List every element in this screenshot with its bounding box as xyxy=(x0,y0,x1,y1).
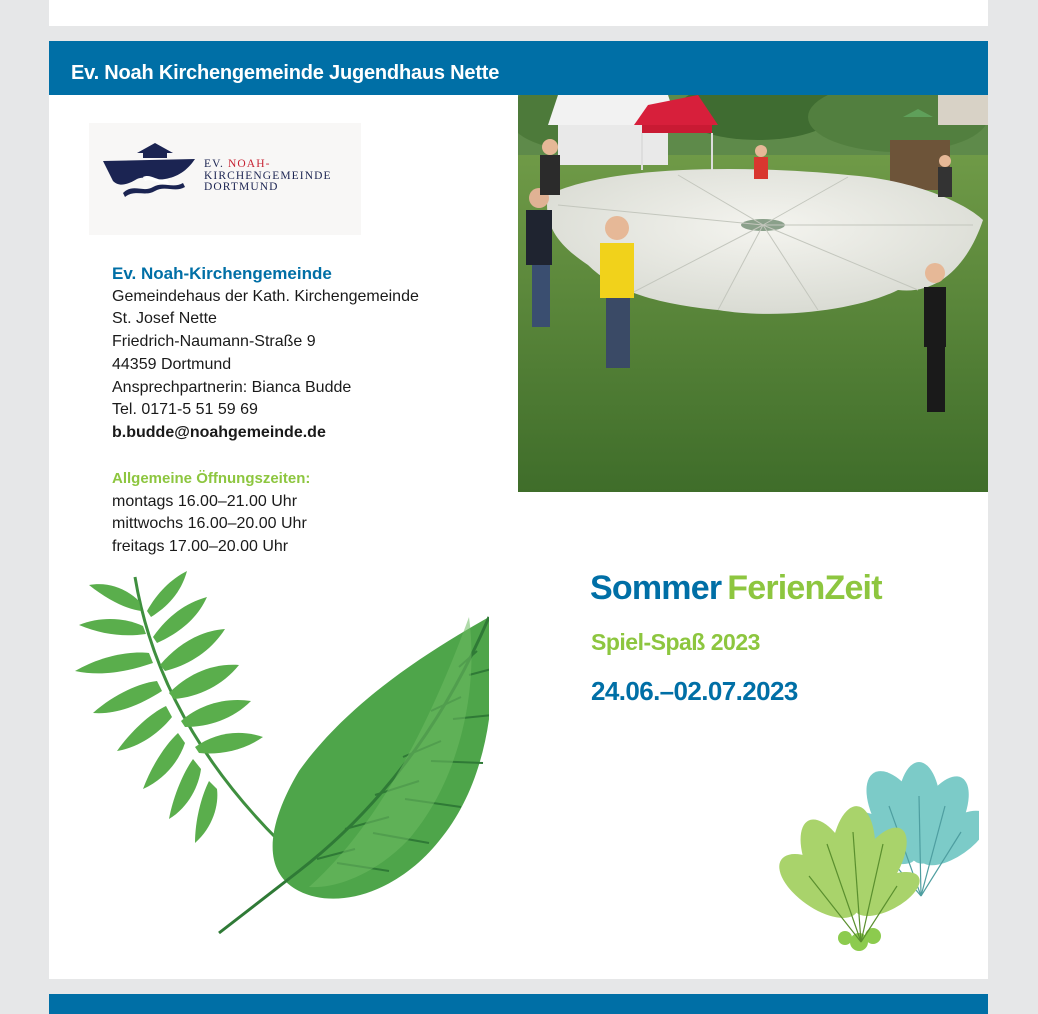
event-title-part1: Sommer xyxy=(590,569,722,607)
event-photo xyxy=(518,95,988,492)
palm-leaves-illustration xyxy=(69,571,489,951)
event-dates: 24.06.–02.07.2023 xyxy=(591,676,798,706)
phone-number: Tel. 0171-5 51 59 69 xyxy=(112,401,258,419)
previous-card xyxy=(49,0,988,26)
opening-hours-item: mittwochs 16.00–20.00 Uhr xyxy=(112,515,307,533)
opening-hours-item: montags 16.00–21.00 Uhr xyxy=(112,492,298,510)
contact-block xyxy=(112,263,472,445)
header-title: Ev. Noah Kirchengemeinde Jugendhaus Nette xyxy=(71,62,500,84)
contact-person: Ansprechpartnerin: Bianca Budde xyxy=(112,378,352,396)
address-line: Gemeindehaus der Kath. Kirchengemeinde xyxy=(112,287,419,305)
event-subtitle: Spiel-Spaß 2023 xyxy=(591,629,760,655)
event-title xyxy=(590,569,882,608)
opening-hours-label: Allgemeine Öffnungszeiten: xyxy=(112,470,311,487)
church-logo xyxy=(89,123,361,235)
event-title-part2: FerienZeit xyxy=(727,569,882,607)
opening-hours xyxy=(112,468,412,559)
event-card xyxy=(49,41,988,979)
header-bar xyxy=(49,41,988,95)
flowers-illustration xyxy=(749,746,979,956)
next-section-bar xyxy=(49,994,988,1014)
ark-icon xyxy=(103,143,203,205)
address-line: St. Josef Nette xyxy=(112,310,217,328)
address-line: 44359 Dortmund xyxy=(112,355,232,373)
address-line: Friedrich-Naumann-Straße 9 xyxy=(112,333,316,351)
organization-name: Ev. Noah-Kirchengemeinde xyxy=(112,264,332,283)
opening-hours-item: freitags 17.00–20.00 Uhr xyxy=(112,538,289,556)
email-link[interactable]: b.budde@noahgemeinde.de xyxy=(112,423,326,441)
logo-wordmark: EV. NOAH- KIRCHENGEMEINDE DORTMUND xyxy=(204,158,332,193)
